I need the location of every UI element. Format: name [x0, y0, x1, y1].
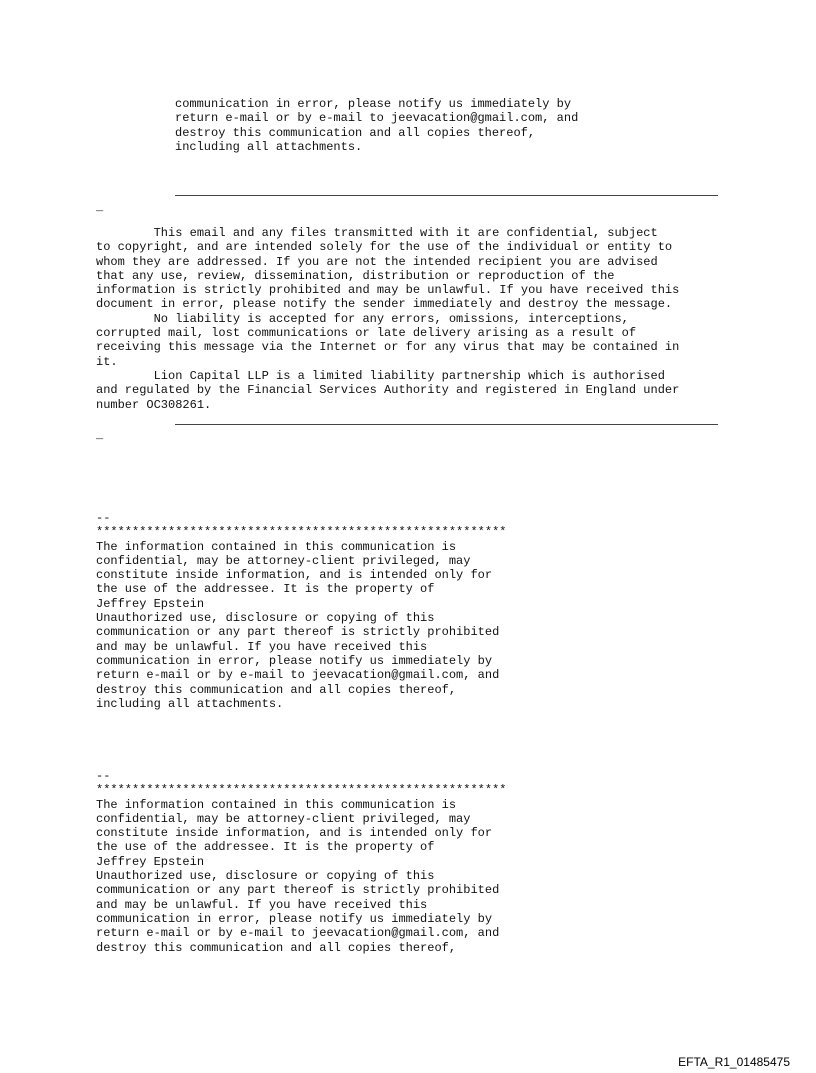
text-line: ********************************************************* [96, 525, 507, 540]
text-line: and may be unlawful. If you have received this [96, 639, 428, 654]
text-line: communication or any part thereof is strictly prohibited [96, 625, 500, 640]
text-line: document in error, please notify the sender immediately and destroy the message. [96, 297, 673, 312]
text-line: corrupted mail, lost communications or late delivery arising as a result of [96, 326, 637, 341]
text-line: Unauthorized use, disclosure or copying of this [96, 869, 435, 884]
text-line: -- [96, 511, 111, 525]
horizontal-rule-2 [175, 424, 718, 425]
text-line: Jeffrey Epstein [96, 596, 205, 611]
text-line: destroy this communication and all copies thereof, [96, 682, 457, 697]
text-line: including all attachments. [175, 139, 363, 154]
text-line: destroy this communication and all copies thereof, [96, 940, 457, 955]
text-line: the use of the addressee. It is the property of [96, 582, 435, 597]
text-line: information is strictly prohibited and may be unlawful. If you have received this [96, 283, 680, 298]
text-line: communication or any part thereof is strictly prohibited [96, 883, 500, 898]
horizontal-rule-1 [175, 195, 718, 196]
text-line: constitute inside information, and is intended only for [96, 826, 493, 841]
text-line: communication in error, please notify us immediately by [96, 911, 493, 926]
text-line: confidential, may be attorney-client privileged, may [96, 553, 471, 568]
top-notice-block [175, 97, 578, 154]
text-line: -- [96, 769, 111, 783]
text-line: it. [96, 354, 118, 369]
text-line: the use of the addressee. It is the property of [96, 840, 435, 855]
text-line: This email and any files transmitted with it are confidential, subject [96, 226, 658, 240]
text-line: ********************************************************* [96, 783, 507, 798]
text-line: return e-mail or by e-mail to jeevacation@gmail.com, and [96, 668, 500, 683]
text-line: return e-mail or by e-mail to jeevacation@gmail.com, and [96, 926, 500, 941]
text-line: number OC308261. [96, 397, 212, 412]
separator-mark-1: _ [96, 200, 104, 214]
text-line: including all attachments. [96, 696, 284, 711]
text-line: return e-mail or by e-mail to jeevacation@gmail.com, and [175, 111, 579, 126]
text-line: Lion Capital LLP is a limited liability partnership which is authorised [96, 368, 665, 383]
text-line: No liability is accepted for any errors, omissions, interceptions, [96, 311, 629, 326]
text-line: The information contained in this communication is [96, 539, 457, 554]
text-line: that any use, review, dissemination, distribution or reproduction of the [96, 268, 615, 283]
disclaimer-block [96, 226, 679, 412]
text-line: communication in error, please notify us immediately by [96, 653, 493, 668]
text-line: and regulated by the Financial Services Authority and registered in England under [96, 383, 680, 398]
text-line: Jeffrey Epstein [96, 854, 205, 869]
text-line: The information contained in this communication is [96, 797, 457, 812]
text-line: communication in error, please notify us immediately by [175, 97, 572, 111]
confidentiality-notice-2 [96, 769, 506, 955]
text-line: receiving this message via the Internet or for any virus that may be contained in [96, 340, 680, 355]
text-line: whom they are addressed. If you are not the intended recipient you are advised [96, 254, 658, 269]
text-line: constitute inside information, and is intended only for [96, 568, 493, 583]
separator-mark-2: _ [96, 428, 104, 442]
text-line: destroy this communication and all copies thereof, [175, 125, 536, 140]
confidentiality-notice-1 [96, 511, 506, 711]
text-line: confidential, may be attorney-client privileged, may [96, 811, 471, 826]
text-line: Unauthorized use, disclosure or copying of this [96, 611, 435, 626]
document-id-stamp: EFTA_R1_01485475 [678, 1055, 790, 1069]
text-line: to copyright, and are intended solely for the use of the individual or entity to [96, 240, 673, 255]
text-line: and may be unlawful. If you have received this [96, 897, 428, 912]
